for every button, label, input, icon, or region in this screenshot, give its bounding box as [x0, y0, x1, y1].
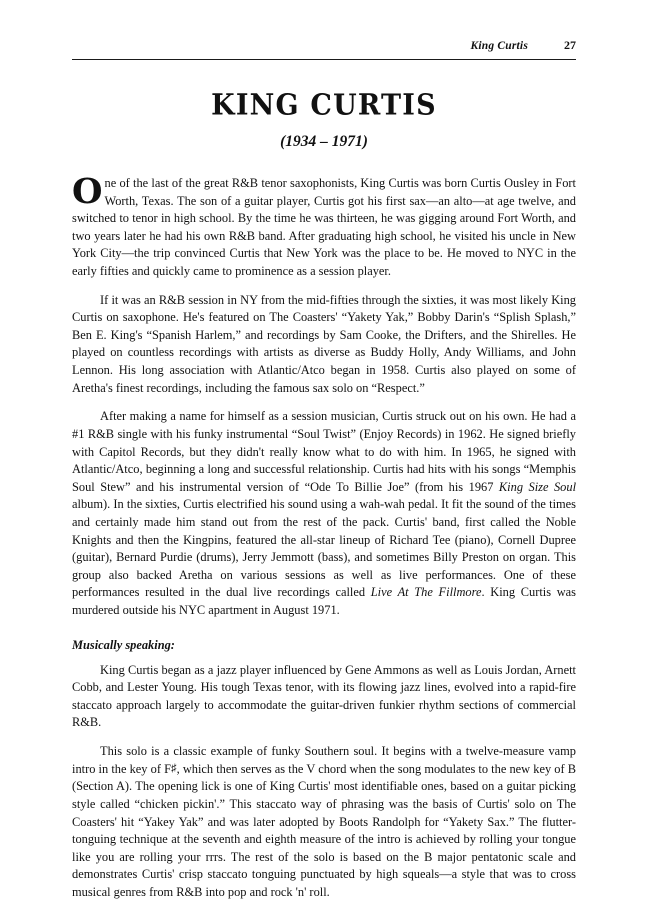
title-block — [72, 90, 576, 151]
paragraph-1 — [72, 171, 576, 281]
header-divider — [72, 59, 576, 60]
page-number: 27 — [564, 38, 576, 52]
page-title: KING CURTIS — [211, 89, 437, 122]
paragraph-3 — [72, 408, 576, 619]
paragraph-3-text-a: After making a name for himself as a session musician, Curtis struck out on his own. He had a #1 R&B single with his funky instrumental “Soul Twist” (Enjoy Records) in 1962. He signed briefly with Capitol Records, but they didn't really know what to do with him. In 1965, he signed with Atlantic/Atco, beginning a long and successful relationship. Curtis had hits with his songs “Memphis Soul Stew” and his instrumental version of “Ode To Billie Joe” (from his 1967 — [72, 409, 576, 494]
life-dates: (1934 – 1971) — [280, 133, 368, 150]
page-header — [72, 38, 576, 59]
paragraph-3-text-b: album). In the sixties, Curtis electrified his sound using a wah-wah pedal. It fit the sound of the times and certainly made him stand out from the rest of the pack. Curtis' band, first called the Noble Knights and then the Kingpins, featured the all-star lineup of Richard Tee (piano), Cornell Dupree (guitar), Bernard Purdie (drums), Jerry Jemmott (bass), and sometimes Billy Preston on organ. This group also backed Aretha on various sessions as well as live performances. One of these performances resulted in the dual live recordings called — [72, 497, 576, 600]
paragraph-5-text-b: , which then serves as the V chord when the song modulates to the new key of B (Section A). The opening lick is one of King Curtis' most identifiable ones, based on a guitar picking style called “chicken pickin'.” This staccato way of phrasing was the basis of Curtis' solo on The Coasters' hit “Yakey Yak” and was later adopted by Boots Randolph for “Yakety Sax.” The flutter-tonguing technique at the seventh and eighth measure of the intro is achieved by rolling your tongue like you are rolling your rrrs. The rest of the solo is based on the B major pentatonic scale and demonstrates Curtis' crisp staccato tonguing punctuated by high squeals—a style that was to cross musical genres from R&B into pop and rock 'n' roll. — [72, 761, 577, 899]
paragraph-5-text-a: This solo is a classic example of funky Southern soul. It begins with a twelve-measure vamp intro in the key of F — [72, 744, 576, 776]
paragraph-4: King Curtis began as a jazz player influenced by Gene Ammons as well as Louis Jordan, Arnett Cobb, and Lester Young. His tough Texas tenor, with its flowing jazz lines, evolved into a rapid-fire staccato approach largely to accommodate the guitar-driven funkier rhythm sections of commercial R&B. — [72, 662, 576, 730]
sharp-symbol: ♯ — [170, 762, 177, 775]
album-title-live-at-the-fillmore: Live At The Fillmore — [370, 585, 482, 600]
section-subheading: Musically speaking: — [72, 637, 175, 652]
drop-cap: O — [72, 171, 103, 212]
paragraph-2: If it was an R&B session in NY from the mid-fifties through the sixties, it was most likely King Curtis on saxophone. He's featured on The Coasters' “Yakety Yak,” Bobby Darin's “Splish Splash,” Ben E. King's “Spanish Harlem,” and recordings by Sam Cooke, the Drifters, and the Shirelles. He played on countless recordings with artists as diverse as Buddy Holly, Andy Williams, and John Lennon. His long association with Atlantic/Atco began in 1958. Curtis also played on some of Aretha's finest recordings, including the famous sax solo on “Respect.” — [72, 292, 576, 395]
paragraph-3-text-c: . King Curtis was murdered outside his NYC apartment in August 1971. — [72, 585, 576, 618]
paragraph-5 — [72, 743, 576, 901]
header-title: King Curtis — [470, 40, 528, 52]
album-title-king-size-soul: King Size Soul — [498, 479, 577, 494]
paragraph-1-text: ne of the last of the great R&B tenor saxophonists, King Curtis was born Curtis Ousley in Fort Worth, Texas. The son of a guitar player, Curtis got his first sax—an alto—at age twelve, and switched to tenor in high school. By the time he was thirteen, he was gigging around Fort Worth, and two years later he had his own R&B band. After graduating high school, he visited his uncle in New York City—the trip convinced Curtis that New York was the place to be. He moved to NYC in the early fifties and quickly came to prominence as a session player. — [72, 176, 576, 279]
